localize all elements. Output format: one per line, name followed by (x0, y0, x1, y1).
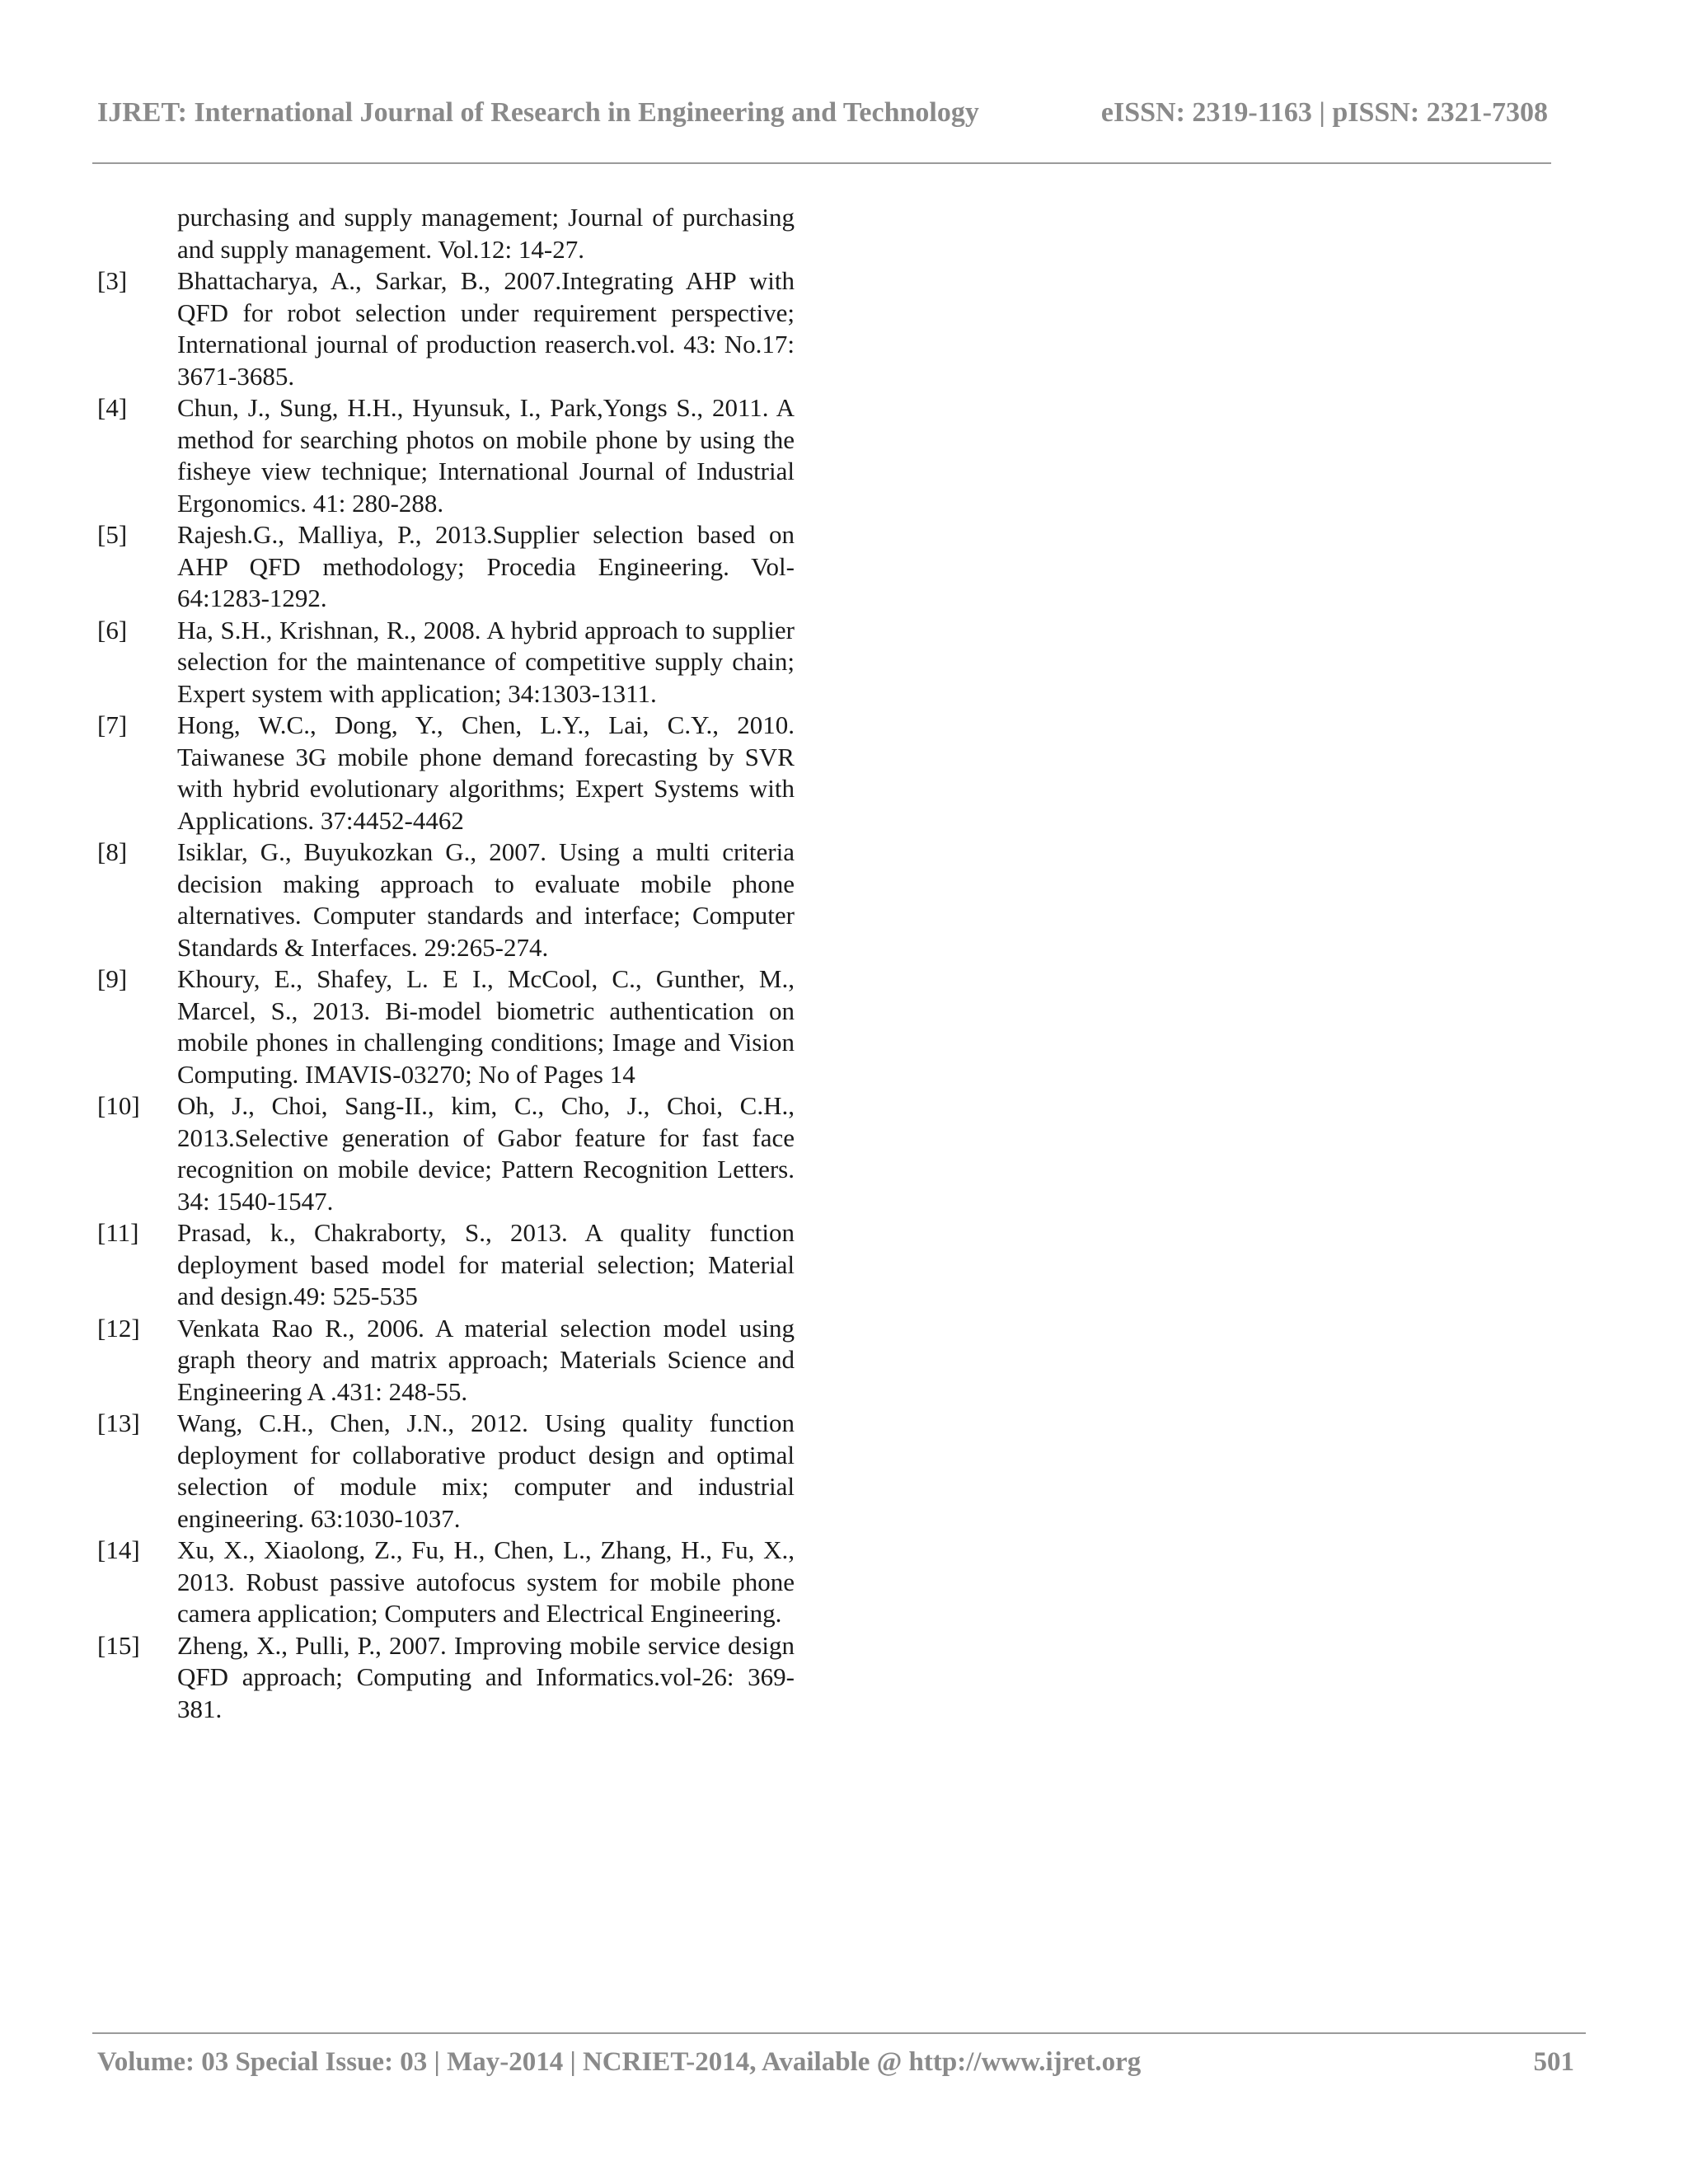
page-number: 501 (1533, 2047, 1574, 2077)
reference-item (97, 392, 795, 519)
reference-item (97, 519, 795, 615)
reference-text: Ha, S.H., Krishnan, R., 2008. A hybrid approach to supplier selection for the maintenance of competitive supply chain; Expert system with application; 34:1303-1311. (177, 615, 795, 708)
reference-number: [7] (97, 710, 128, 739)
reference-number: [4] (97, 393, 128, 422)
reference-text: Prasad, k., Chakraborty, S., 2013. A quality function deployment based model for material selection; Material and design.49: 525-535 (177, 1218, 795, 1310)
footer-volume-info: Volume: 03 Special Issue: 03 | May-2014 | NCRIET-2014, Available @ http://www.ijret.org (97, 2047, 1142, 2077)
reference-number: [15] (97, 1630, 140, 1660)
reference-item (97, 1408, 795, 1535)
reference-number: [10] (97, 1091, 140, 1120)
reference-text: Isiklar, G., Buyukozkan G., 2007. Using a multi criteria decision making approach to evaluate mobile phone alternatives. Computer standards and interface; Computer Standards & Interfaces. 29:265-274. (177, 837, 795, 962)
reference-item (97, 1535, 795, 1630)
reference-number: [11] (97, 1218, 139, 1247)
reference-item (97, 615, 795, 710)
issn-info: eISSN: 2319-1163 | pISSN: 2321-7308 (1100, 97, 1548, 128)
reference-item (97, 202, 795, 265)
reference-text: Venkata Rao R., 2006. A material selection model using graph theory and matrix approach; Materials Science and Engineering A .431: 248-55. (177, 1313, 795, 1406)
reference-item (97, 1313, 795, 1408)
reference-text: Hong, W.C., Dong, Y., Chen, L.Y., Lai, C.Y., 2010. Taiwanese 3G mobile phone demand forecasting by SVR with hybrid evolutionary algorithms; Expert Systems with Applications. 37:4452-4462 (177, 710, 795, 835)
reference-number: [6] (97, 615, 128, 644)
reference-text: Oh, J., Choi, Sang-II., kim, C., Cho, J., Choi, C.H., 2013.Selective generation of Gabor feature for fast face recognition on mobile device; Pattern Recognition Letters. 34: 1540-1547. (177, 1091, 795, 1216)
reference-number: [3] (97, 266, 128, 295)
reference-text: Xu, X., Xiaolong, Z., Fu, H., Chen, L., Zhang, H., Fu, X., 2013. Robust passive autofocus system for mobile phone camera application; Computers and Electrical Engineering. (177, 1535, 795, 1628)
reference-text: Wang, C.H., Chen, J.N., 2012. Using quality function deployment for collaborative product design and optimal selection of module mix; computer and industrial engineering. 63:1030-1037. (177, 1408, 795, 1533)
reference-text: Khoury, E., Shafey, L. E I., McCool, C., Gunther, M., Marcel, S., 2013. Bi-model biometric authentication on mobile phones in challenging conditions; Image and Vision Computing. IMAVIS-03270; No of Pages 14 (177, 964, 795, 1089)
reference-text: Zheng, X., Pulli, P., 2007. Improving mobile service design QFD approach; Computing and Informatics.vol-26: 369-381. (177, 1630, 795, 1723)
reference-text: Bhattacharya, A., Sarkar, B., 2007.Integrating AHP with QFD for robot selection under requirement perspective; International journal of production reaserch.vol. 43: No.17: 3671-3685. (177, 266, 795, 391)
reference-item (97, 963, 795, 1090)
reference-item (97, 265, 795, 392)
page-footer (97, 2047, 1586, 2088)
reference-number: [12] (97, 1313, 140, 1343)
reference-number: [8] (97, 837, 128, 866)
reference-number: [13] (97, 1408, 140, 1437)
reference-number: [14] (97, 1535, 140, 1564)
reference-text: purchasing and supply management; Journal of purchasing and supply management. Vol.12: 14-27. (177, 203, 795, 264)
footer-divider (92, 2032, 1586, 2034)
reference-item (97, 1090, 795, 1217)
reference-item (97, 1630, 795, 1726)
reference-number: [9] (97, 964, 128, 993)
header-divider (92, 162, 1551, 164)
page-header (97, 97, 1548, 138)
reference-number: [5] (97, 520, 128, 549)
reference-item (97, 1217, 795, 1313)
reference-text: Chun, J., Sung, H.H., Hyunsuk, I., Park,Yongs S., 2011. A method for searching photos on mobile phone by using the fisheye view technique; International Journal of Industrial Ergonomics. 41: 280-288. (177, 393, 795, 518)
references-list (97, 202, 795, 1725)
reference-text: Rajesh.G., Malliya, P., 2013.Supplier selection based on AHP QFD methodology; Procedia Engineering. Vol-64:1283-1292. (177, 520, 795, 612)
journal-title: IJRET: International Journal of Research in Engineering and Technology (97, 97, 979, 128)
reference-item (97, 837, 795, 963)
reference-item (97, 710, 795, 837)
